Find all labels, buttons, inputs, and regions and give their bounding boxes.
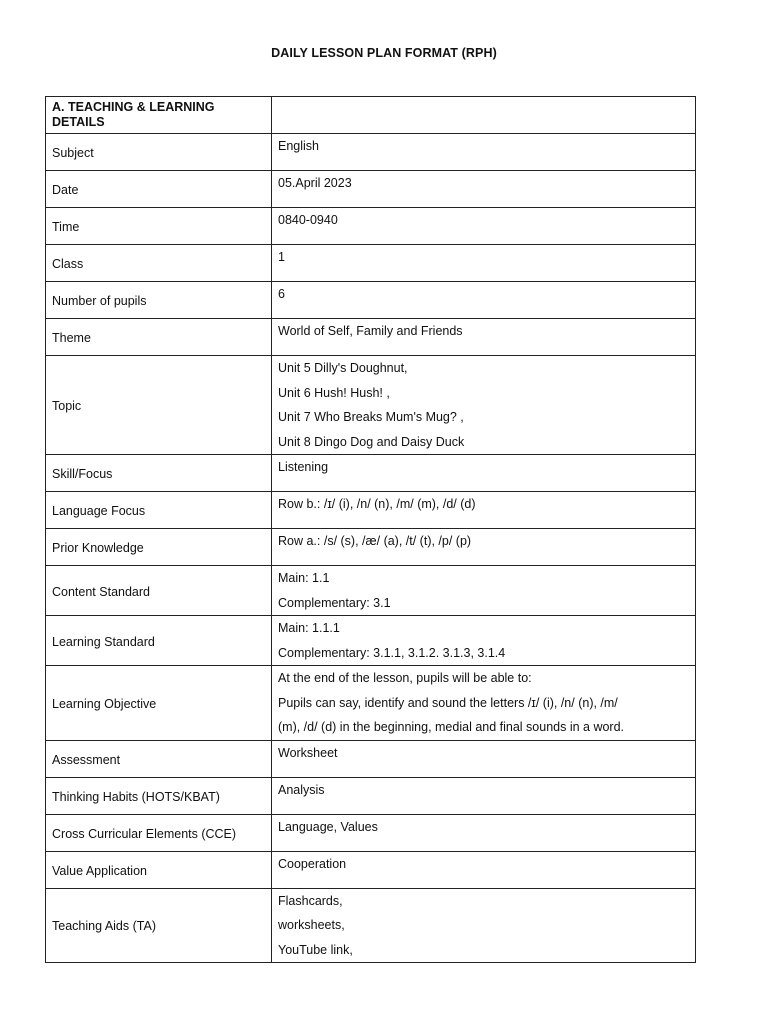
row-value: World of Self, Family and Friends xyxy=(272,319,696,356)
row-value-line: Main: 1.1.1 xyxy=(278,621,340,635)
row-value-line: Unit 8 Dingo Dog and Daisy Duck xyxy=(278,434,465,449)
section-heading-value xyxy=(272,97,696,134)
row-label: Thinking Habits (HOTS/KBAT) xyxy=(46,777,272,814)
table-row xyxy=(46,777,696,814)
table-row xyxy=(46,740,696,777)
row-value: Worksheet xyxy=(272,740,696,777)
row-label: Learning Standard xyxy=(46,616,272,666)
row-value: 6 xyxy=(272,282,696,319)
table-row xyxy=(46,245,696,282)
table-row xyxy=(46,171,696,208)
row-value-line: worksheets, xyxy=(278,918,345,932)
table-row xyxy=(46,851,696,888)
row-label: Time xyxy=(46,208,272,245)
row-label: Topic xyxy=(46,356,272,455)
table-row xyxy=(46,616,696,666)
row-label: Cross Curricular Elements (CCE) xyxy=(46,814,272,851)
row-value xyxy=(272,356,696,455)
row-value: 1 xyxy=(272,245,696,282)
row-value: 05.April 2023 xyxy=(272,171,696,208)
document-title: DAILY LESSON PLAN FORMAT (RPH) xyxy=(271,46,497,60)
row-value-line: Flashcards, xyxy=(278,893,343,908)
row-label: Value Application xyxy=(46,851,272,888)
row-label: Content Standard xyxy=(46,566,272,616)
row-value: Analysis xyxy=(272,777,696,814)
table-row xyxy=(46,208,696,245)
table-row xyxy=(46,282,696,319)
table-row xyxy=(46,529,696,566)
row-value xyxy=(272,566,696,616)
table-row xyxy=(46,134,696,171)
row-label: Prior Knowledge xyxy=(46,529,272,566)
table-row xyxy=(46,455,696,492)
row-value-line: Unit 7 Who Breaks Mum's Mug? , xyxy=(278,410,464,424)
row-value: 0840-0940 xyxy=(272,208,696,245)
row-value-line: YouTube link, xyxy=(278,942,353,957)
row-value-line: Unit 5 Dilly's Doughnut, xyxy=(278,361,408,375)
row-value: Row a.: /s/ (s), /æ/ (a), /t/ (t), /p/ (p) xyxy=(272,529,696,566)
row-value: Language, Values xyxy=(272,814,696,851)
row-value-line: Main: 1.1 xyxy=(278,571,330,585)
table-row xyxy=(46,356,696,455)
row-value-line: Pupils can say, identify and sound the letters /ɪ/ (i), /n/ (n), /m/ xyxy=(278,695,618,710)
row-value: Row b.: /ɪ/ (i), /n/ (n), /m/ (m), /d/ (d) xyxy=(272,492,696,529)
table-row xyxy=(46,566,696,616)
table-row xyxy=(46,888,696,963)
row-label: Subject xyxy=(46,134,272,171)
row-label: Number of pupils xyxy=(46,282,272,319)
row-value: English xyxy=(272,134,696,171)
row-label: Class xyxy=(46,245,272,282)
table-row xyxy=(46,319,696,356)
row-label: Language Focus xyxy=(46,492,272,529)
row-value-line: Complementary: 3.1.1, 3.1.2. 3.1.3, 3.1.4 xyxy=(278,645,506,660)
row-label: Skill/Focus xyxy=(46,455,272,492)
row-value-line: Complementary: 3.1 xyxy=(278,595,391,610)
table-row xyxy=(46,492,696,529)
lesson-plan-table xyxy=(45,96,696,963)
table-row xyxy=(46,666,696,741)
row-value-line: At the end of the lesson, pupils will be able to: xyxy=(278,671,532,685)
row-value xyxy=(272,666,696,741)
row-value: Listening xyxy=(272,455,696,492)
row-label: Date xyxy=(46,171,272,208)
row-value-line: Unit 6 Hush! Hush! , xyxy=(278,385,390,400)
row-value-line: (m), /d/ (d) in the beginning, medial and final sounds in a word. xyxy=(278,720,625,734)
section-heading: A. TEACHING & LEARNING DETAILS xyxy=(46,97,272,134)
row-label: Assessment xyxy=(46,740,272,777)
row-value xyxy=(272,616,696,666)
row-value: Cooperation xyxy=(272,851,696,888)
row-label: Learning Objective xyxy=(46,666,272,741)
table-header-row xyxy=(46,97,696,134)
table-row xyxy=(46,814,696,851)
row-label: Theme xyxy=(46,319,272,356)
row-label: Teaching Aids (TA) xyxy=(46,888,272,963)
row-value xyxy=(272,888,696,963)
